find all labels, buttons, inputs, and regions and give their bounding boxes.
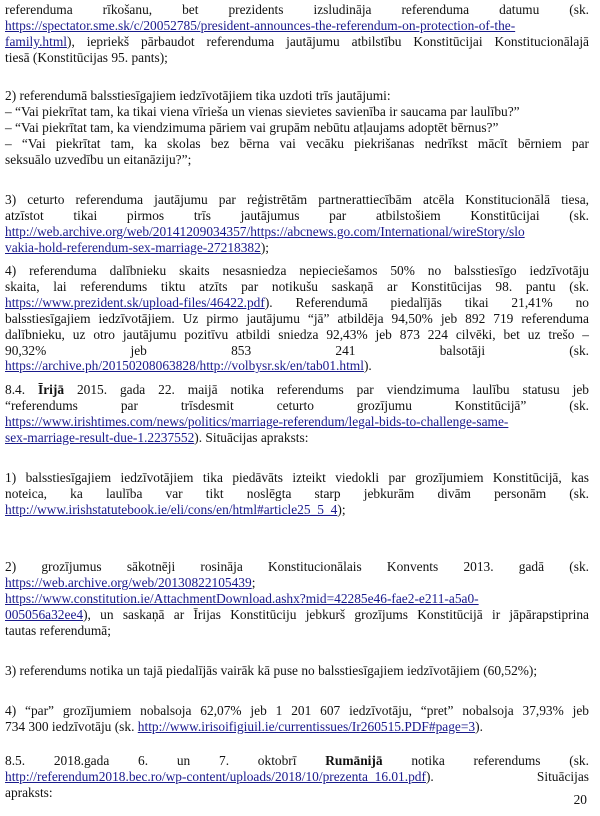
country-name: Īrijā	[38, 382, 65, 397]
date: 2018.gada 6. un 7. oktobrī	[53, 753, 297, 768]
section-8-4-item-1	[5, 470, 589, 518]
text-line	[5, 719, 589, 735]
paragraph-3	[5, 192, 589, 256]
text-line	[5, 414, 589, 430]
link-constitution[interactable]: https://www.constitution.ie/AttachmentDownload.ashx?mid=42285e46-fae2-e211-a5a0-	[5, 590, 479, 606]
paragraph-intro	[5, 2, 589, 66]
question-3-cont: seksuālo uzvedību un eitanāziju?”;	[5, 151, 192, 167]
text-line: atzīstot tikai pirmos trīs jautājumus par atbilstošiem Konstitūcijai (sk.	[5, 207, 589, 223]
text-line: dalībnieku, uz otro jautājumu pozitīvu atbildi sniedza 92,43% jeb 873 224 cilvēki, bet uz trešo –	[5, 326, 589, 342]
country-name: Rumānijā	[325, 753, 383, 768]
link-abcnews[interactable]: http://web.archive.org/web/20141209034357/https://abcnews.go.com/International/wireStory/slo	[5, 223, 525, 239]
text: ).	[475, 718, 483, 734]
link-archive[interactable]: https://archive.ph/20150208063828/http://volbysr.sk/en/tab01.html	[5, 358, 364, 374]
text: ).	[363, 358, 372, 374]
text: );	[260, 239, 269, 255]
text: ). Situācijas	[425, 768, 589, 784]
section-8-4-item-4	[5, 703, 589, 735]
section-number: 8.5.	[5, 753, 26, 768]
text-line: 4) “par” grozījumiem nobalsoja 62,07% jeb 1 201 607 iedzīvotāju, “pret” nobalsoja 37,93% jeb	[5, 703, 589, 718]
text-line: balsstiesīgajiem iedzīvotājiem. Uz pirmo jautājumu “jā” atbildēja 94,50% jeb 892 719 referenduma	[5, 310, 589, 326]
link-webarchive[interactable]: https://web.archive.org/web/20130822105439	[5, 574, 252, 590]
link-prezident[interactable]: https://www.prezident.sk/upload-files/46422.pdf	[5, 294, 265, 310]
text-line	[5, 769, 589, 785]
text-line	[5, 224, 589, 240]
text: );	[337, 501, 346, 517]
text-line: apraksts:	[5, 784, 53, 800]
text: 2015. gada 22. maijā notika referendums par viendzimuma laulību statusu jeb	[76, 382, 589, 397]
text-line	[5, 240, 589, 256]
section-8-4	[5, 382, 589, 446]
link-irishtimes-cont[interactable]: sex-marriage-result-due-1.2237552	[5, 429, 195, 445]
text: ), iepriekš pārbaudot referenduma jautājumu atbilstību Konstitūcijai Konstitucionālajā	[66, 33, 589, 49]
link-constitution-cont[interactable]: 005056a32ee4	[5, 606, 84, 622]
text-line	[5, 34, 589, 50]
text-line: 90,32% jeb 853 241 balsotāji (sk.	[5, 342, 589, 358]
text-line: 4) referenduma dalībnieku skaits nesasniedza nepieciešamos 50% no balsstiesīgo iedzīvotāju	[5, 263, 589, 278]
text-line	[5, 753, 589, 769]
text-line: 2) grozījumus sākotnēji rosināja Konstitucionālais Konvents 2013. gadā (sk.	[5, 559, 589, 574]
text: ). Situācijas apraksts:	[194, 429, 309, 445]
section-number: 8.4.	[5, 382, 26, 397]
link-bec-ro[interactable]: http://referendum2018.bec.ro/wp-content/uploads/2018/10/prezenta_16.01.pdf	[5, 768, 426, 784]
text-line	[5, 295, 589, 311]
text-line: 2) referendumā balsstiesīgajiem iedzīvotājiem tika uzdoti trīs jautājumi:	[5, 88, 391, 103]
text-line	[5, 575, 589, 591]
question-2: – “Vai piekrītat tam, ka viendzimuma pāriem vai grupām nebūtu atļaujams adoptēt bērnus?”	[5, 119, 499, 135]
link-irishtimes[interactable]: https://www.irishtimes.com/news/politics/marriage-referendum/legal-bids-to-challenge-same-	[5, 413, 509, 429]
text-line: 3) ceturto referenduma jautājumu par reģistrētām partnerattiecībām atcēla Konstitucionālā tiesa,	[5, 192, 589, 207]
link-irishstatutebook[interactable]: http://www.irishstatutebook.ie/eli/cons/en/html#article25_5_4	[5, 501, 338, 517]
text: ). Referendumā piedalījās tikai 21,41% no	[264, 294, 589, 310]
text-line	[5, 18, 589, 34]
text-line: 3) referendums notika un tajā piedalījās vairāk kā puse no balsstiesīgajiem iedzīvotājiem (60,52%);	[5, 663, 538, 678]
text: ), un saskaņā ar Īrijas Konstitūciju jebkurš grozījums Konstitūcijā ir jāpārapstiprina	[83, 606, 589, 622]
paragraph-4	[5, 263, 589, 374]
link-spectator[interactable]: https://spectator.sme.sk/c/20052785/president-announces-the-referendum-on-protection-of-the-	[5, 17, 516, 33]
text-line: skaita, lai referendums tiktu atzīts par notikušu saskaņā ar Konstitūcijas 98. pantu (sk.	[5, 278, 589, 294]
text-line	[5, 607, 589, 623]
text-line: noteica, ka laulība var tikt noslēgta starp jebkurām divām personām (sk.	[5, 485, 589, 501]
link-spectator-cont[interactable]: family.html	[5, 33, 67, 49]
text-line: 1) balsstiesīgajiem iedzīvotājiem tika piedāvāts izteikt viedokli par grozījumiem Konstitūcijā, kas	[5, 470, 589, 485]
text: ;	[251, 574, 256, 590]
text-line: referenduma rīkošanu, bet prezidents izsludināja referenduma datumu (sk.	[5, 2, 589, 17]
text-line: “referendums par trīsdesmit ceturto grozījumu Konstitūcijā” (sk.	[5, 397, 589, 413]
text-line	[5, 591, 589, 607]
link-irisoifigiuil[interactable]: http://www.irisoifigiuil.ie/currentissues/Ir260515.PDF#page=3	[137, 718, 476, 734]
question-3: – “Vai piekrītat tam, ka skolas bez bērna vai vecāku piekrišanas nedrīkst mācīt bērniem par	[5, 135, 589, 151]
paragraph-questions	[5, 88, 589, 168]
page-number: 20	[573, 792, 587, 807]
text-line: tiesā (Konstitūcijas 95. pants);	[5, 49, 168, 65]
text-line	[5, 382, 589, 398]
question-1: – “Vai piekrītat tam, ka tikai viena vīrieša un vienas sievietes savienība ir saucama par laulību?”	[5, 103, 520, 119]
section-8-4-item-3	[5, 663, 589, 679]
text-line	[5, 502, 589, 518]
section-8-4-item-2	[5, 559, 589, 639]
link-abcnews-cont[interactable]: vakia-hold-referendum-sex-marriage-27218382	[5, 239, 261, 255]
text: 734 300 iedzīvotāju (sk.	[5, 718, 135, 734]
section-8-5	[5, 753, 589, 801]
text: notika referendums (sk.	[411, 753, 589, 768]
text-line	[5, 358, 589, 374]
text-line: tautas referendumā;	[5, 622, 111, 638]
text-line	[5, 430, 589, 446]
